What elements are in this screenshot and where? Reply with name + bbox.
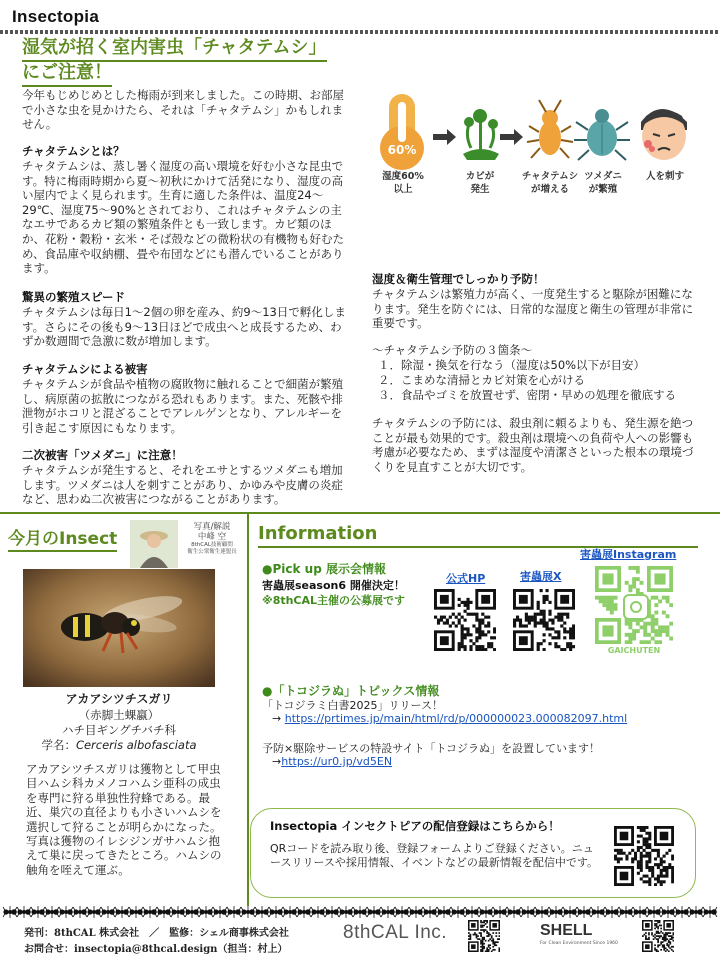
qr-gaichuten-instagram[interactable] [595, 566, 673, 644]
section-body-what: チャタテムシは、蒸し暑く湿度の高い環境を好む小さな昆虫です。特に梅雨時期から夏～初秋にかけて活発になり、湿度の高い屋内でよく見られます。生育に適した条件は、温度24～29℃、湿度75～90%とされており、これはチャタテムシの主なエサであるカビ類の繁殖条件とも一致します。カビ類のほか、花粉・穀粉・玄米・そば殻などの微粉状の有機物も好むため、食品庫や収納棚、畳や布団などにも潜んでいることがあります。 [22, 159, 344, 276]
infographic-cycle [363, 82, 708, 262]
section-body-breeding: チャタテムシは毎日1～2個の卵を産み、約9～13日で孵化します。さらにその後も9～13日ほどで成虫へと成長するため、わずか数週間で急激に数が増加します。 [22, 305, 346, 349]
author-credit: 写真/解説 中峰 空 8thCAL技術顧問 衛生公衆衛生連盟長 [187, 522, 237, 555]
prevention-item-1: １．除湿・換気を行なう（湿度は50%以下が目安） [378, 358, 646, 372]
instagram-icon [623, 594, 649, 620]
section-body-mite: チャタテムシが発生すると、それをエサとするツメダニも増加します。ツメダニは人を刺すことがあり、かゆみや皮膚の炎症など、思わぬ二次被害につながることがあります。 [22, 463, 343, 507]
prevention-item-3: ３．食品やゴミを放置せず、密閉・早めの処理を徹底する [378, 388, 677, 402]
insect-scientific: 学名：Cerceris albofasciata [41, 738, 197, 752]
person-face-icon [641, 109, 687, 160]
topics-link2[interactable]: https://ur0.jp/vd5EN [281, 755, 393, 768]
prevention-body: チャタテムシは繁殖力が高く、一度発生すると駆除が困難になります。発生を防ぐには、日常的な湿度と衛生の管理が非常に重要です。 [372, 287, 694, 331]
prevention-item-2: ２．こまめな清掃とカビ対策を心がける [378, 373, 585, 387]
insect-photo [23, 569, 215, 687]
prevention-heading: 湿度＆衛生管理でしっかり予防！ [372, 272, 545, 286]
section-heading-what: チャタテムシとは？ [22, 144, 125, 158]
topics-line2: 予防×駆除サービスの特設サイト「トコジラぬ」を設置しています！ [262, 742, 601, 755]
topics-link1[interactable]: https://prtimes.jp/main/html/rd/p/000000023.000082097.html [284, 712, 628, 725]
prevention-closing: チャタテムシの予防には、殺虫剤に頼るよりも、発生源を絶つことが最も効果的です。殺虫剤は環境への負荷や人への影響も考慮が必要なため、まずは湿度や清潔さといった根本の環境づくりを見直すことが大切です。 [372, 416, 694, 474]
section-heading-breeding: 驚異の繁殖スピード [22, 290, 126, 304]
registration-body: QRコードを読み取り後、登録フォームよりご登録ください。ニュースリリースや採用情報、イベントなどの最新情報を配信中です。 [270, 842, 599, 869]
footer-publisher: 発刊：8thCAL 株式会社 ／ 監修：シェル商事株式会社 [24, 928, 289, 939]
qr-gaichuten-x[interactable] [513, 589, 575, 651]
qr-official-hp[interactable] [434, 589, 496, 651]
footer-ant-border [0, 904, 720, 920]
topics-link2-row [272, 755, 392, 768]
arrow-icons [433, 129, 523, 145]
step3-caption: チャタテムシ が増える [521, 171, 579, 195]
psocid-icon [527, 100, 573, 158]
gaichuten-x-link[interactable]: 害蟲展X [520, 570, 562, 583]
footer-contact: お問合せ：insectopia@8thcal.design（担当：村上） [24, 944, 288, 955]
qr-shell[interactable] [642, 920, 674, 952]
insect-description: アカアシツチスガリは獲物として甲虫目ハムシ科カメノコハムシ亜科の成虫を専門に狩る単独性狩蜂である。最近、巣穴の直径よりも小さいハムシを選択して狩ることが明らかになった。写真は獲物のイレシジンガサハムシ抱えて巣に戻ってきたところ。ハムシの触角を咥えて運ぶ。 [26, 762, 222, 877]
insect-section-title: 今月のInsect [8, 528, 117, 552]
insect-family: ハチ目ギングチバチ科 [62, 723, 176, 737]
step4-caption: ツメダニ が繁殖 [584, 171, 622, 195]
registration-heading: Insectopia インセクトピアの配信登録はこちらから！ [270, 819, 560, 833]
insect-name-kanji: （赤脚土蜾蠃） [78, 708, 160, 722]
qr-8thcal[interactable] [468, 920, 500, 952]
pickup-heading: ●Pick up 展示会情報 [262, 562, 386, 576]
article-title-line2: にご注意！ [22, 61, 112, 87]
gaichuten-instagram-link[interactable]: 害蟲展Instagram [580, 548, 677, 561]
step2-caption: カビが 発生 [465, 171, 495, 195]
wasp-photo-image [23, 569, 215, 687]
topics-heading: ●「トコジラぬ」トピックス情報 [262, 684, 440, 698]
pickup-line2: ※8thCAL主催の公募展です [262, 594, 406, 607]
author-avatar-icon [130, 520, 178, 568]
topics-line1: 「トコジラミ白書2025」リリース！ [262, 699, 444, 712]
ant-row-icon [0, 904, 720, 920]
section-body-damage: チャタテムシが食品や植物の腐敗物に触れることで細菌が繁殖し、病原菌の拡散につながる恐れもあります。また、死骸や排泄物がホコリと混ざることでアレルゲンとなり、アレルギーを引き起こす原因にもなります。 [22, 377, 344, 435]
qr-registration[interactable] [614, 826, 674, 886]
step1-caption: 湿度60% 以上 [382, 171, 424, 195]
logo-8thcal: 8thCAL Inc. [343, 922, 448, 943]
arrow-icon: → [272, 755, 282, 768]
instagram-caption: GAICHUTEN [607, 646, 661, 655]
section-heading-damage: チャタテムシによる被害 [22, 362, 148, 376]
logo-shell: SHELL [540, 922, 593, 939]
official-hp-link[interactable]: 公式HP [446, 572, 486, 585]
topics-link1-row [272, 712, 627, 725]
shell-tagline: For Clean Environment Since 1960 [540, 941, 618, 946]
author-photo [130, 520, 178, 568]
section-heading-mite: 二次被害「ツメダニ」に注意！ [22, 448, 183, 462]
prevention-list-title: ～チャタテムシ予防の３箇条～ [372, 343, 533, 357]
arrow-icon: → [272, 712, 282, 725]
step5-caption: 人を刺す [645, 171, 684, 182]
insect-name: アカアシツチスガリ [65, 692, 173, 706]
gauge-value: 60% [387, 143, 417, 157]
information-title: Information [258, 522, 698, 548]
article-intro: 今年もじめじめとした梅雨が到来しました。この時期、お部屋で小さな虫を見かけたら、それは「チャタテムシ」かもしれません。 [22, 88, 344, 132]
mite-icon [574, 109, 630, 160]
thermometer-icon [380, 94, 424, 170]
header-rule [0, 30, 720, 34]
section-divider-vertical [247, 514, 249, 906]
section-divider-horizontal [0, 512, 720, 514]
pickup-line1: 害蟲展season6 開催決定！ [262, 579, 405, 592]
article-title-line1: 湿気が招く室内害虫「チャタテムシ」 [22, 36, 327, 62]
brand-title: Insectopia [12, 7, 100, 26]
mold-icon [463, 109, 499, 160]
